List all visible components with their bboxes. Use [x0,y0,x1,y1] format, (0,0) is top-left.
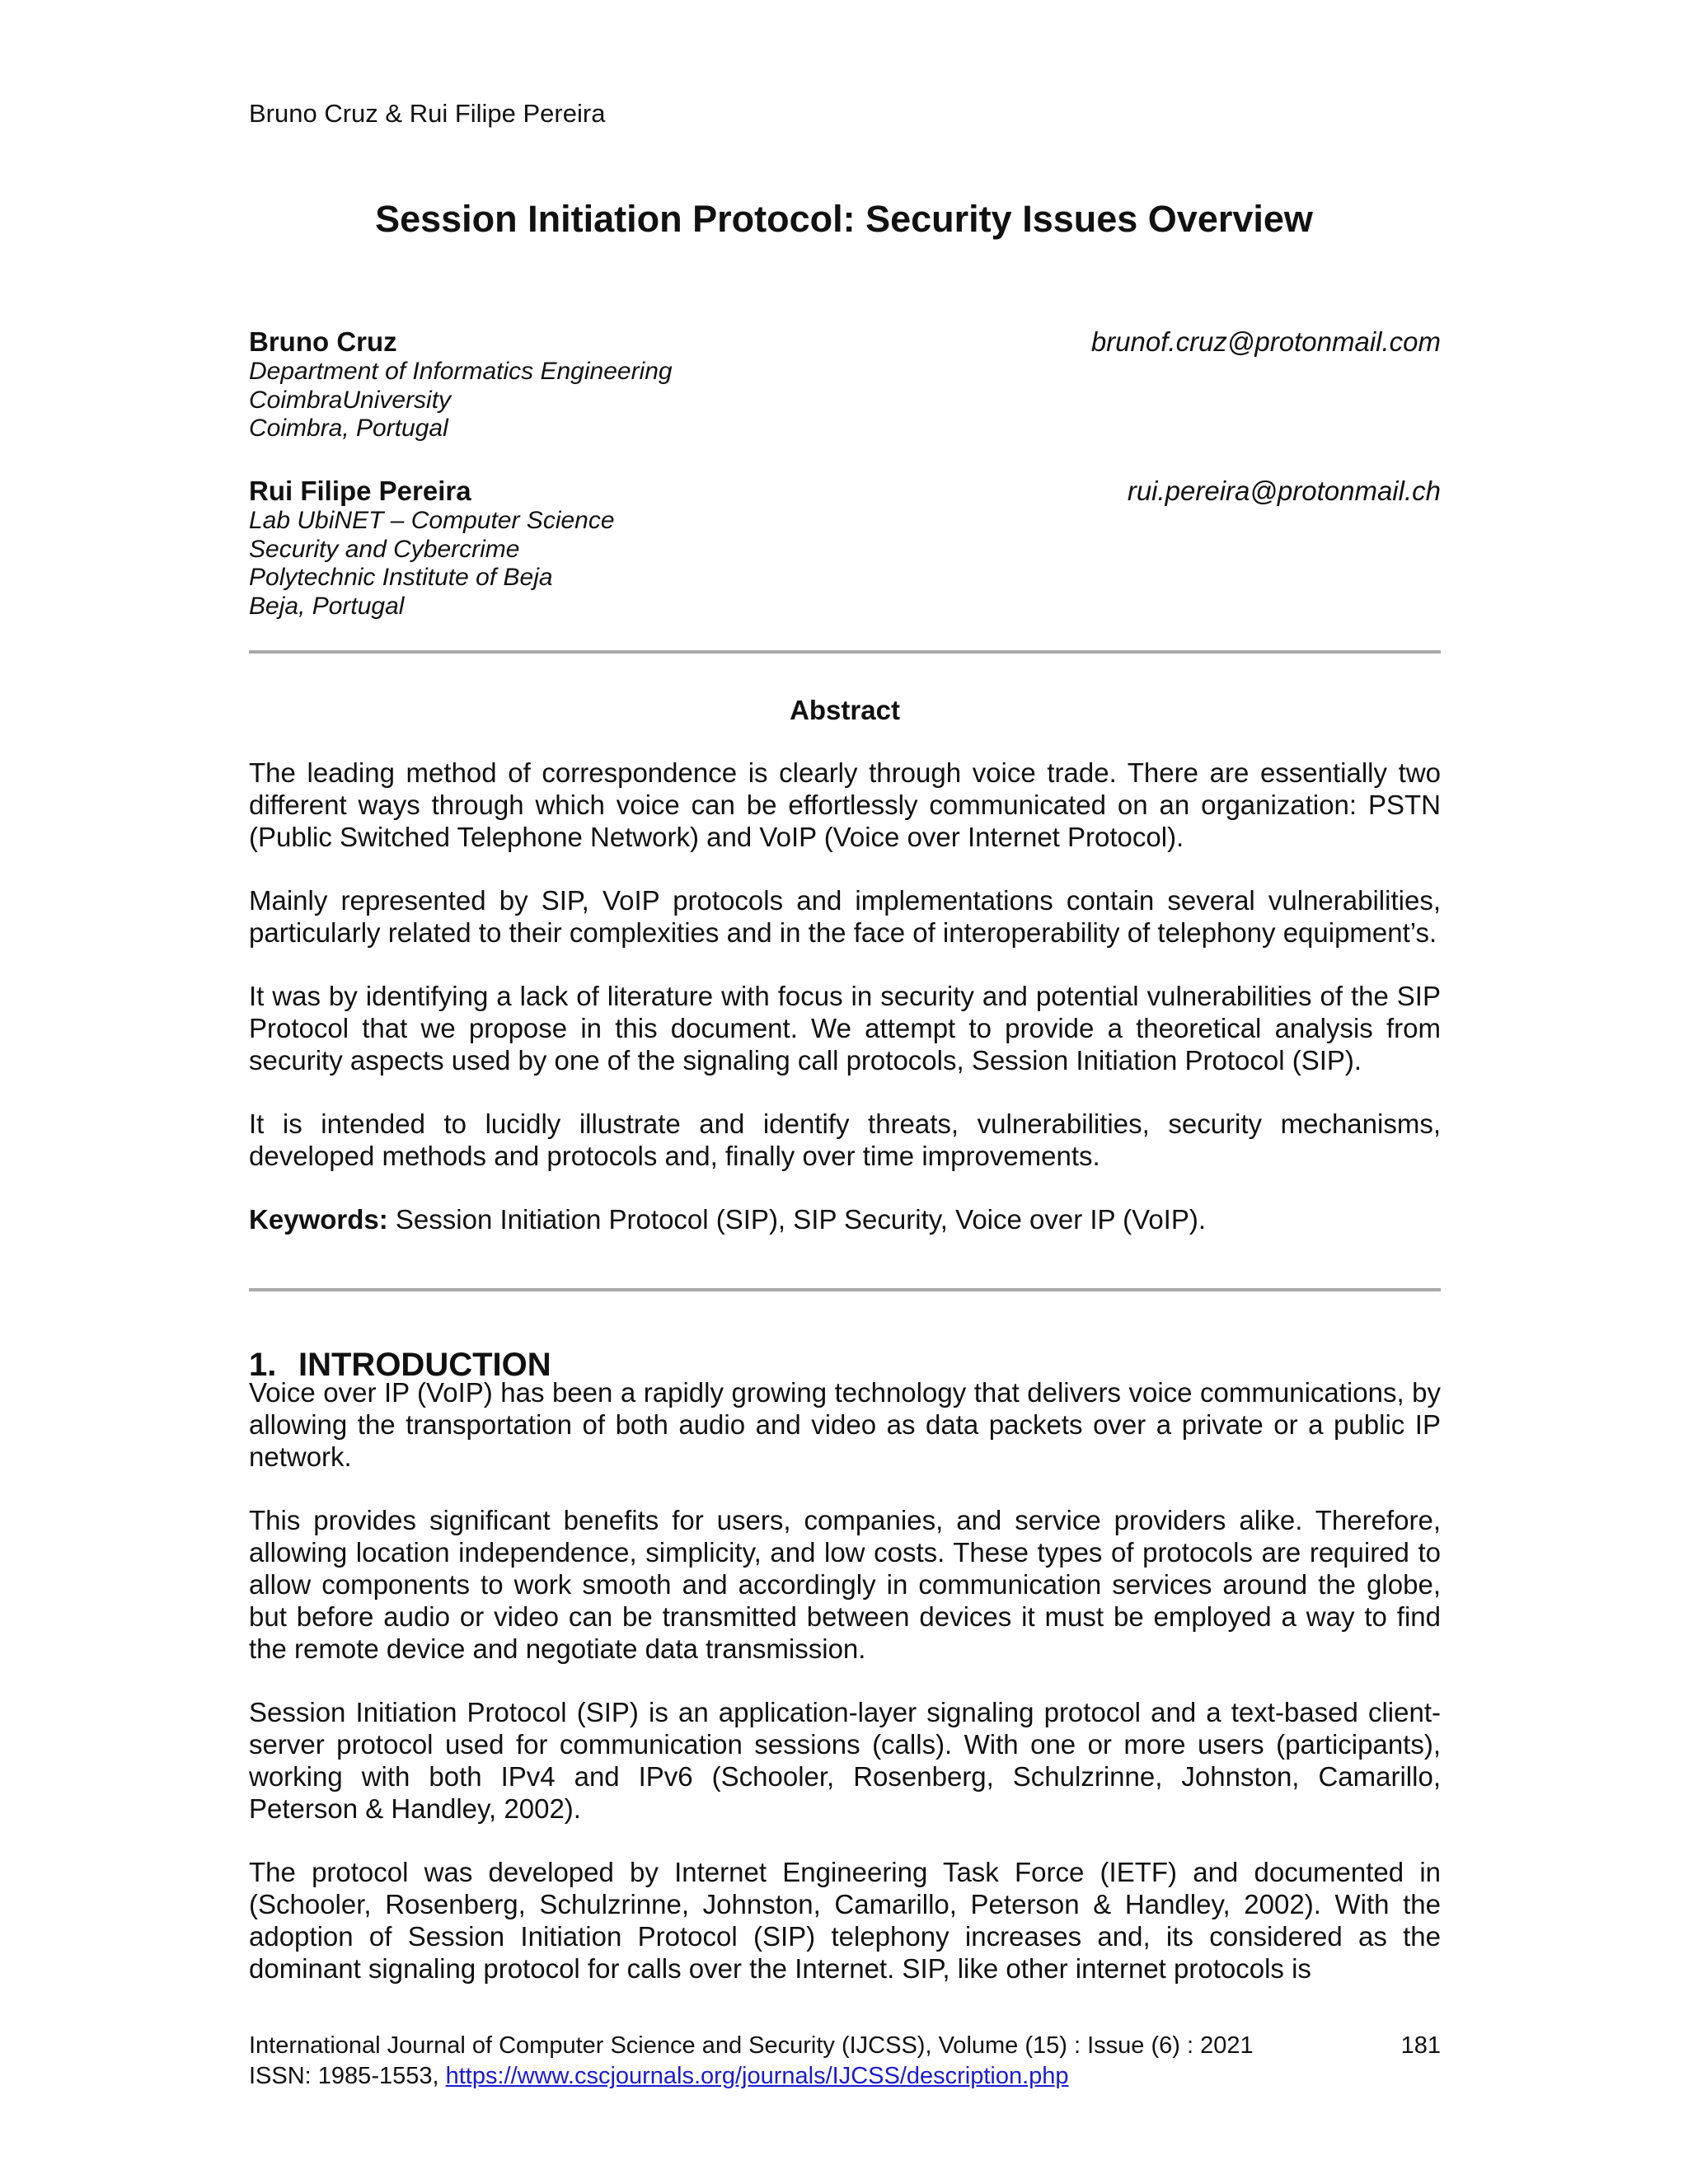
author-name: Bruno Cruz [249,326,397,357]
abstract-paragraph: The leading method of correspondence is clearly through voice trade. There are essentially two different ways through which voice can be effortlessly communicated on an organization: PSTN (Public Switched Telephone Network) and VoIP (Voice over Internet Protocol). [249,757,1441,852]
section-number: 1. [249,1347,277,1383]
footer-journal: International Journal of Computer Science and Security (IJCSS), Volume (15) : Issue (6) : 2021 [249,2032,1254,2059]
author-affiliation-line: Security and Cybercrime [249,535,520,563]
author-email: brunof.cruz@protonmail.com [1090,326,1441,357]
author-block-1 [249,326,1441,443]
author-affiliation-line: Polytechnic Institute of Beja [249,564,553,591]
abstract-paragraph: It is intended to lucidly illustrate and identify threats, vulnerabilities, security mechanisms, developed methods and protocols and, finally over time improvements. [249,1108,1441,1171]
abstract-paragraph: Mainly represented by SIP, VoIP protocols and implementations contain several vulnerabilities, particularly related to their complexities and in the face of interoperability of telephony equipment’s. [249,885,1441,948]
introduction-paragraph: Voice over IP (VoIP) has been a rapidly growing technology that delivers voice communications, by allowing the transportation of both audio and video as data packets over a private or a public IP network. [249,1377,1441,1472]
keywords-label: Keywords: [249,1204,388,1235]
footer-issn-row [249,2061,1441,2092]
page-footer [249,2031,1441,2092]
abstract-heading: Abstract [790,695,900,725]
introduction-paragraph: Session Initiation Protocol (SIP) is an application-layer signaling protocol and a text-based client-server protocol used for communication sessions (calls). With one or more users (participants), working with both IPv4 and IPv6 (Schooler, Rosenberg, Schulzrinne, Johnston, Camarillo, Peterson & Handley, 2002). [249,1697,1441,1824]
footer-issn: ISSN: 1985-1553, [249,2063,439,2089]
paper-title: Session Initiation Protocol: Security Issues Overview [375,198,1313,240]
introduction-paragraph: This provides significant benefits for users, companies, and service providers alike. Therefore, allowing location independence, simplicity, and low costs. These types of protocols are required to allow components to work smooth and accordingly in communication services around the globe, but before audio or video can be transmitted between devices it must be employed a way to find the remote device and negotiate data transmission. [249,1505,1441,1664]
abstract-paragraph: It was by identifying a lack of literature with focus in security and potential vulnerabilities of the SIP Protocol that we propose in this document. We attempt to provide a theoretical analysis from security aspects used by one of the signaling call protocols, Session Initiation Protocol (SIP). [249,981,1441,1076]
page-number: 181 [1400,2032,1441,2059]
author-email: rui.pereira@protonmail.ch [1127,476,1441,506]
abstract-body [249,757,1441,1267]
footer-journal-row [249,2031,1441,2061]
author-affiliation-line: Lab UbiNET – Computer Science [249,507,615,534]
divider-rule-top [249,650,1441,654]
author-name: Rui Filipe Pereira [249,476,471,506]
introduction-paragraph: The protocol was developed by Internet Engineering Task Force (IETF) and documented in (Schooler, Rosenberg, Schulzrinne, Johnston, Camarillo, Peterson & Handley, 2002). With the adoption of Session Initiation Protocol (SIP) telephony increases and, its considered as the dominant signaling protocol for calls over the Internet. SIP, like other internet protocols is [249,1857,1441,1984]
running-head: Bruno Cruz & Rui Filipe Pereira [249,99,606,128]
divider-rule-bottom [249,1288,1441,1291]
author-affiliation-line: Beja, Portugal [249,592,405,620]
author-affiliation-line: Coimbra, Portugal [249,415,448,442]
keywords-line [249,1203,1441,1235]
author-block-2 [249,476,1441,621]
author-affiliation-line: Department of Informatics Engineering [249,358,673,385]
keywords-text: Session Initiation Protocol (SIP), SIP Security, Voice over IP (VoIP). [395,1204,1207,1235]
introduction-body [249,1376,1441,2016]
section-title: INTRODUCTION [298,1347,551,1383]
author-affiliation-line: CoimbraUniversity [249,386,452,414]
journal-link[interactable]: https://www.cscjournals.org/journals/IJCSS/description.php [445,2063,1069,2089]
